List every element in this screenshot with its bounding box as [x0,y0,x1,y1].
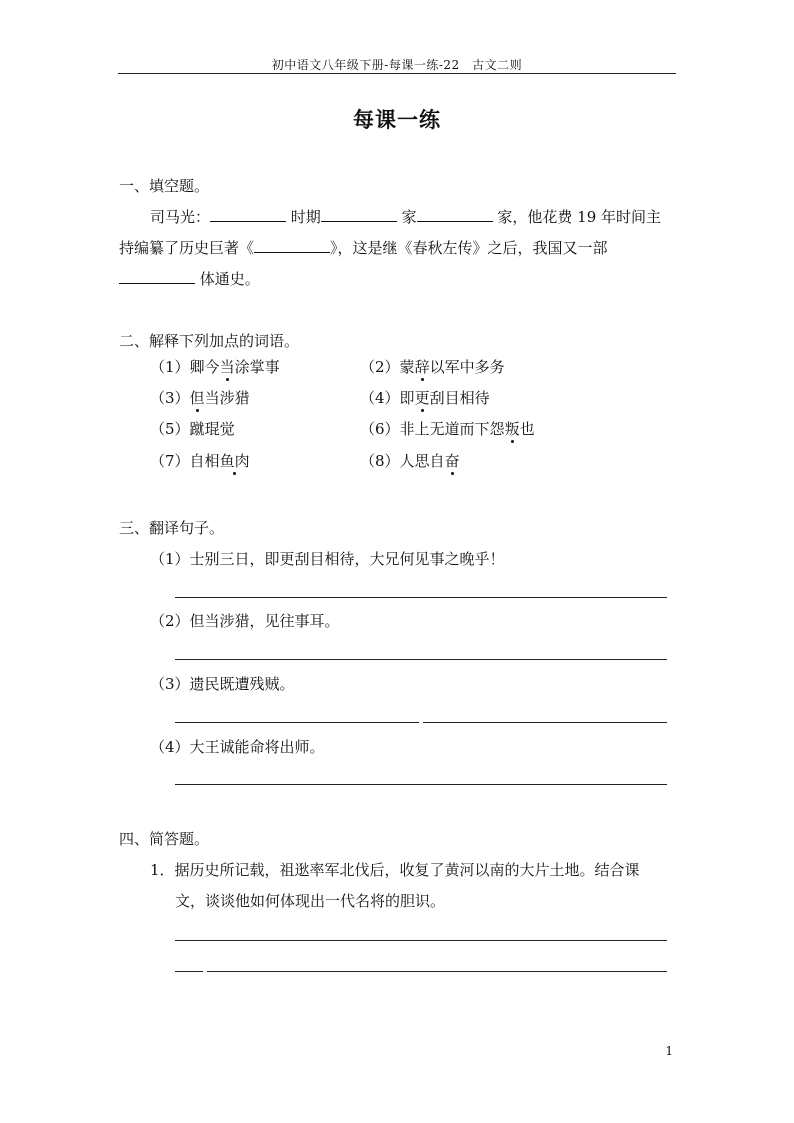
item-number: （8） [360,452,400,470]
fill-text: 家，他花费 19 年时间主 [497,208,662,226]
vocab-item [150,388,250,408]
vocab-item [360,419,535,439]
fill-text: 时期 [290,208,321,226]
vocab-item [150,451,250,471]
section1-line3 [119,269,260,289]
question-text: 1．据历史所记载，祖逖率军北伐后，收复了黄河以南的大片土地。结合课 [150,861,640,879]
dotted-word: 奋 [444,452,460,470]
fill-text: 家 [401,208,417,226]
item-text: 卿今 [189,358,220,376]
answer-line[interactable] [423,722,667,723]
item-text: 蹴 [189,420,205,438]
fill-text: 持编纂了历史巨著《 [119,239,255,257]
answer-line[interactable] [175,597,667,598]
running-header: 初中语文八年级下册-每课一练-22 古文二则 [271,58,523,72]
vocab-item [360,388,490,408]
dotted-word: 鱼肉 [219,452,250,470]
blank-role1[interactable] [321,207,397,222]
header-rule [118,73,676,74]
section1-heading: 一、填空题。 [119,177,210,195]
item-number: （1） [150,358,190,376]
translate-item: （2）但当涉猎，见往事耳。 [150,612,340,630]
dotted-word: 辞 [414,358,430,376]
vocab-item [150,357,280,377]
vocab-item [360,357,505,377]
item-text: 人思自 [399,452,445,470]
blank-era[interactable] [210,207,286,222]
dotted-word: 更 [414,389,430,407]
item-text: 琨觉 [204,420,235,438]
item-text: 非上无道而下怨 [399,420,505,438]
page-title: 每课一练 [353,108,441,132]
vocab-item [150,419,235,439]
answer-line[interactable] [175,971,203,972]
question-text: 文，谈谈他如何体现出一代名将的胆识。 [175,892,446,910]
translate-item: （1）士别三日，即更刮目相待，大兄何见事之晚乎！ [150,550,505,568]
answer-line[interactable] [207,971,667,972]
answer-line[interactable] [175,940,667,941]
blank-book[interactable] [254,238,330,253]
page-number: 1 [665,1044,673,1058]
item-text: 刮目相待 [429,389,490,407]
item-text: 当涉猎 [204,389,250,407]
fill-text: 司马光： [150,208,211,226]
section4-heading: 四、简答题。 [119,830,210,848]
blank-role2[interactable] [417,207,493,222]
item-text: 涂掌事 [234,358,280,376]
item-number: （5） [150,420,190,438]
item-text: 也 [519,420,535,438]
dotted-word: 当 [219,358,235,376]
vocab-item [360,451,460,471]
answer-line[interactable] [175,659,667,660]
section1-line1 [150,207,661,227]
item-text: 蒙 [399,358,415,376]
section2-heading: 二、解释下列加点的词语。 [119,332,300,350]
translate-item: （4）大王诚能命将出师。 [150,738,325,756]
translate-item: （3）遗民既遭残贼。 [150,675,295,693]
fill-text: 》，这是继《春秋左传》之后，我国又一部 [330,239,608,257]
answer-line[interactable] [175,722,419,723]
item-number: （2） [360,358,400,376]
item-text: 以军中多务 [429,358,505,376]
dotted-word: 但 [189,389,205,407]
section1-line2 [119,238,608,258]
section3-heading: 三、翻译句子。 [119,519,225,537]
item-number: （3） [150,389,190,407]
dotted-word: 叛 [504,420,520,438]
fill-text: 体通史。 [199,270,260,288]
answer-line[interactable] [175,784,667,785]
item-number: （6） [360,420,400,438]
item-number: （4） [360,389,400,407]
item-number: （7） [150,452,190,470]
item-text: 即 [399,389,415,407]
blank-style[interactable] [119,269,195,284]
item-text: 自相 [189,452,220,470]
